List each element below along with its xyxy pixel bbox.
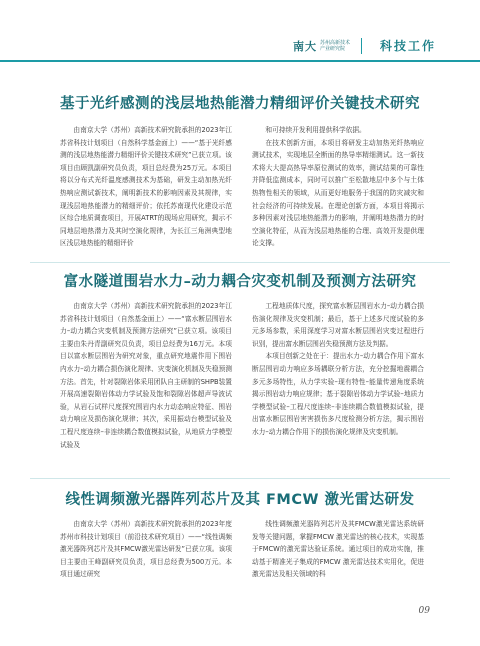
page-header	[0, 0, 480, 62]
brand-subtitle-bottom: 产业研究院	[319, 46, 345, 52]
article-right-column	[252, 518, 424, 581]
section-title: 科技工作	[379, 39, 436, 53]
article-left-column: 由南京大学（苏州）高新技术研究院承担的2023年江苏省科技计划项目（自然基金面上）——“富水断层围岩水力–动力耦合灾变机制及预测方法研究”已获立项。该项目主要由朱丹青副研究员负责，项目总经费为16万元。本项目以富水断层围岩为研究对象，重点研究地震作用下围岩内水力–动力耦合损伤演化规律、灾变演化机制及失稳预测方法。首先，针对裂隙岩体采用团队自主研制的SHPB装置开展高速裂隙岩体动力学试验及饱和裂隙岩体超声导波试验，从岩石试样尺度探究围岩内水力动态响应特征、围岩动力响应及损伤演化规律；其次，采用振动台模型试验及工程尺度连续–非连续耦合数值模拟试验，从地质力学模型试验及	[60, 302, 232, 449]
section-divider	[30, 478, 450, 479]
brand-name: 南大	[292, 40, 317, 53]
header-separator	[361, 38, 363, 54]
article-paragraph: 本项目创新之处在于：提出水力–动力耦合作用下富水断层围岩动力响应多场耦联分析方法，充分挖掘地震耦合多元多场特性，从力学实验–现有特性–能量传递角度系统揭示围岩动力响应规律；基于裂隙岩体动力学试验–地质力学模型试验–工程尺度连续–非连续耦合数值模拟试验，提出富水断层围岩害害损伤多尺度检测分析方法，揭示围岩水力–动力耦合作用下的损伤演化规律及灾变机制。	[252, 352, 424, 436]
article-right-column	[252, 300, 424, 439]
header-brand	[293, 36, 350, 56]
article-left-column: 由南京大学（苏州）高新技术研究院承担的2023年江苏省科技计划项目（自然科学基金面上）——“基于光纤感测的浅层地热能潜力精细评价关键技术研究”已获立项。该项目由顾凯副研究员负责，项目总经费为25万元。本项目将以分布式光纤温度感测技术为基础，研发主动加热光纤热响应测试新技术，阐明新技术的影响因素及其规律，实现浅层地热能潜力的精细评价；依托苏南现代化建设示范区综合地质调查项目，开展ATRT的现场应用研究，揭示不同地层地热潜力及其时空演化规律，为长江三角洲典型地区浅层地热能的精细评价	[60, 126, 232, 248]
article-title: 线性调频激光器阵列芯片及其 FMCW 激光雷达研发	[65, 492, 415, 508]
article-left-column: 由南京大学（苏州）高新技术研究院承担的2023年度苏州市科技计划项目（前沿技术研究项目）——“线性调频激光器阵列芯片及其FMCW激光雷达研发”已获立项。该项目主要由王峰副研究员负责，项目总经费为500万元。本项目通过研究	[60, 520, 232, 579]
article-right-column	[252, 124, 424, 250]
brand-subtitle-top: 苏州高新技术	[319, 40, 350, 46]
article-title: 富水隧道围岩水力–动力耦合灾变机制及预测方法研究	[63, 274, 417, 290]
article-paragraph: 工程地质体尺度，探究富水断层围岩水力–动力耦合损伤演化规律及灾变机制；最后，基于上述多尺度试验的多元多场参数，采用深度学习对富水断层围岩灾变过程进行识别，提出富水断层围岩失稳预测方法及判据。	[252, 302, 424, 348]
section-divider	[30, 262, 450, 263]
brand-subtitle	[320, 40, 350, 52]
page-number: 09	[418, 606, 430, 616]
article-paragraph: 和可持续开发利用提供科学依据。	[265, 126, 366, 134]
header-rule	[0, 60, 480, 62]
article-paragraph: 线性调频激光器阵列芯片及其FMCW激光雷达系统研发等关键问题，掌握FMCW 激光雷达的核心技术，实现基于FMCW的激光雷达验证系统。通过项目的成功实施，推动基于精准光子集成的FMCW 激光雷达技术实用化，促进激光雷达及相关领域的科	[252, 520, 424, 579]
article-title: 基于光纤感测的浅层地热能潜力精细评价关键技术研究	[60, 96, 420, 112]
article-paragraph: 在技术创新方面，本项目将研发主动加热光纤热响应测试技术，实现地层全断面的热导率精细测试。这一新技术将大大提高热导率原位测试的效率，测试结果的可靠性并降低监测成本，同时可以推广至松散地层中多个与土体热物性相关的领域，从而更好地服务于我国的防灾减灾和社会经济的可持续发展。在理论创新方面，本项目将揭示多种因素对浅层地热能潜力的影响，并阐明地热潜力的时空演化特征，从而为浅层地热能的合理、高效开发提供理论支撑。	[252, 138, 424, 248]
